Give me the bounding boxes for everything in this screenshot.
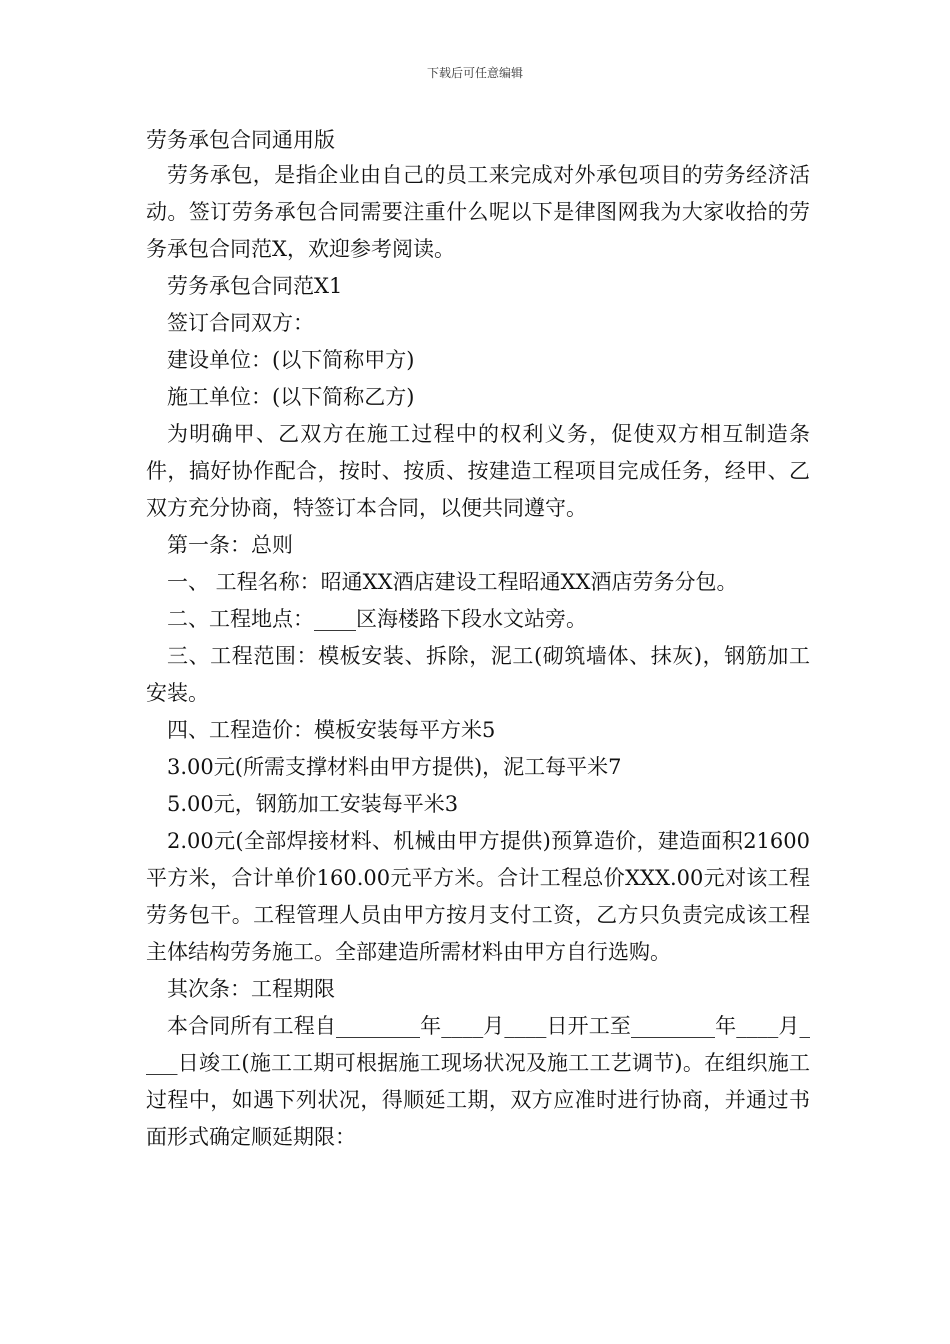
paragraph-cost-line-2: 3.00元(所需支撑材料由甲方提供)，泥工每平米7 [167, 755, 622, 779]
paragraph-project-period: 本合同所有工程自________年____月____日开工至________年____月____日竣工(施工工期可根据施工现场状况及施工工艺调节)。在组织施工过程中，如遇下列状况，得顺延工期，双方应准时进行协商，并通过书面形式确定顺延期限： [146, 1014, 810, 1149]
paragraph-contract-sample-heading: 劳务承包合同范X1 [167, 274, 343, 298]
paragraph-project-location: 二、工程地点：____区海楼路下段水文站旁。 [167, 607, 587, 631]
paragraph-parties: 签订合同双方： [167, 311, 314, 335]
paragraph-cost-details: 2.00元(全部焊接材料、机械由甲方提供)预算造价，建造面积21600平方米，合计单价160.00元平方米。合计工程总价XXX.00元对该工程劳务包干。工程管理人员由甲方按月支付工资，乙方只负责完成该工程主体结构劳务施工。全部建造所需材料由甲方自行选购。 [146, 829, 810, 964]
paragraph-article-1-heading: 第一条：总则 [167, 533, 293, 557]
paragraph-project-name: 一、 工程名称：昭通XX酒店建设工程昭通XX酒店劳务分包。 [167, 570, 738, 594]
page-header-note: 下载后可任意编辑 [426, 66, 523, 80]
paragraph-article-2-heading: 其次条：工程期限 [167, 977, 335, 1001]
paragraph-purpose: 为明确甲、乙双方在施工过程中的权利义务，促使双方相互制造条件，搞好协作配合，按时、按质、按建造工程项目完成任务，经甲、乙双方充分协商，特签订本合同，以便共同遵守。 [146, 422, 810, 520]
document-body [146, 123, 810, 1156]
paragraph-party-a: 建设单位：(以下简称甲方) [167, 348, 415, 372]
paragraph-project-scope: 三、工程范围：模板安装、拆除，泥工(砌筑墙体、抹灰)，钢筋加工安装。 [146, 644, 810, 705]
paragraph-cost-line-3: 5.00元，钢筋加工安装每平米3 [167, 792, 459, 816]
paragraph-party-b: 施工单位：(以下简称乙方) [167, 385, 415, 409]
document-title: 劳务承包合同通用版 [146, 128, 335, 152]
paragraph-project-cost: 四、工程造价：模板安装每平方米5 [167, 718, 496, 742]
paragraph-intro: 劳务承包，是指企业由自己的员工来完成对外承包项目的劳务经济活动。签订劳务承包合同需要注重什么呢以下是律图网我为大家收拾的劳务承包合同范X，欢迎参考阅读。 [146, 163, 810, 261]
